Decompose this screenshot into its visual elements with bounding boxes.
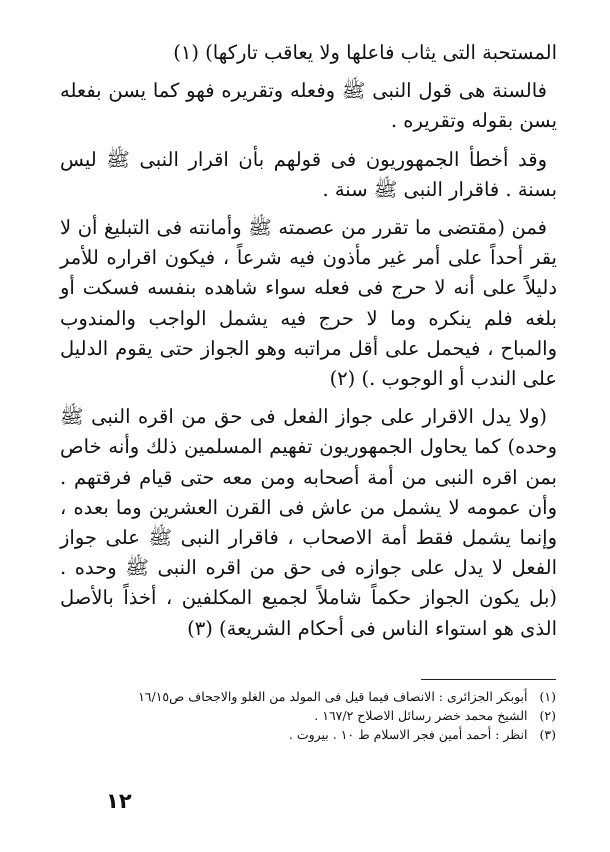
paragraph-5: (ولا يدل الاقرار على جواز الفعل فى حق من اقره النبى ﷺ وحده) كما يحاول الجمهوريون تفهيم المسلمين ذلك وأنه خاص بمن اقره النبى من أمة أصحابه ومن معه حتى قيام فرقتهم . وأن عمومه لا يشمل من عاش فى القرن العشرين وما بعده ، وإنما يشمل فقط أمة الاصحاب ، فاقرار النبى ﷺ على جواز الفعل لا يدل على جوازه فى حق من اقره النبى ﷺ وحده . (بل يكون الجواز حكماً شاملاً لجميع المكلفين ، أخذاً بالأصل الذى هو استواء الناس فى أحكام الشريعة) (٣) (60, 405, 557, 640)
footnote-1 (56, 687, 556, 706)
footnote-number: (٣) (539, 727, 556, 742)
footnote-text: أبوبكر الجزائرى : الانصاف فيما قيل فى المولد من الغلو والاجحاف ص١٦/١٥ (138, 689, 528, 704)
footnote-text: انظر : أحمد أمين فجر الاسلام ط ١٠ . بيروت . (288, 727, 528, 742)
paragraph-1: المستحبة التى يثاب فاعلها ولا يعاقب تاركها) (١) (173, 41, 557, 64)
footnote-3 (56, 725, 556, 744)
paragraph-3: وقد أخطأ الجمهوريون فى قولهم بأن اقرار النبى ﷺ ليس بسنة . فاقرار النبى ﷺ سنة . (60, 147, 557, 201)
main-text (60, 38, 557, 652)
page-number: ١٢ (106, 789, 132, 813)
footnote-number: (١) (539, 689, 556, 704)
paragraph-4: فمن (مقتضى ما تقرر من عصمته ﷺ وأمانته فى التبليغ أن لا يقر أحداً على أمر غير مأذون فيه شرعاً ، فيكون اقراره للأمر دليلاً على أنه لا حرج فى فعله سواء شاهده بنفسه فسكت أو بلغه فلم ينكره وما لا حرج فيه يشمل الواجب والمندوب والمباح ، فيحمل على أقل مراتبه وهو الجواز حتى يقوم الدليل على الندب أو الوجوب .) (٢) (60, 216, 557, 391)
footnote-number: (٢) (539, 708, 556, 723)
footnote-separator (421, 679, 556, 680)
footnotes (56, 687, 556, 744)
paragraph-2: فالسنة هى قول النبى ﷺ وفعله وتقريره فهو كما يسن بفعله يسن بقوله وتقريره . (60, 79, 557, 133)
footnote-text: الشيخ محمد خضر رسائل الاصلاح ١٦٧/٢ . (314, 708, 528, 723)
footnote-2 (56, 706, 556, 725)
